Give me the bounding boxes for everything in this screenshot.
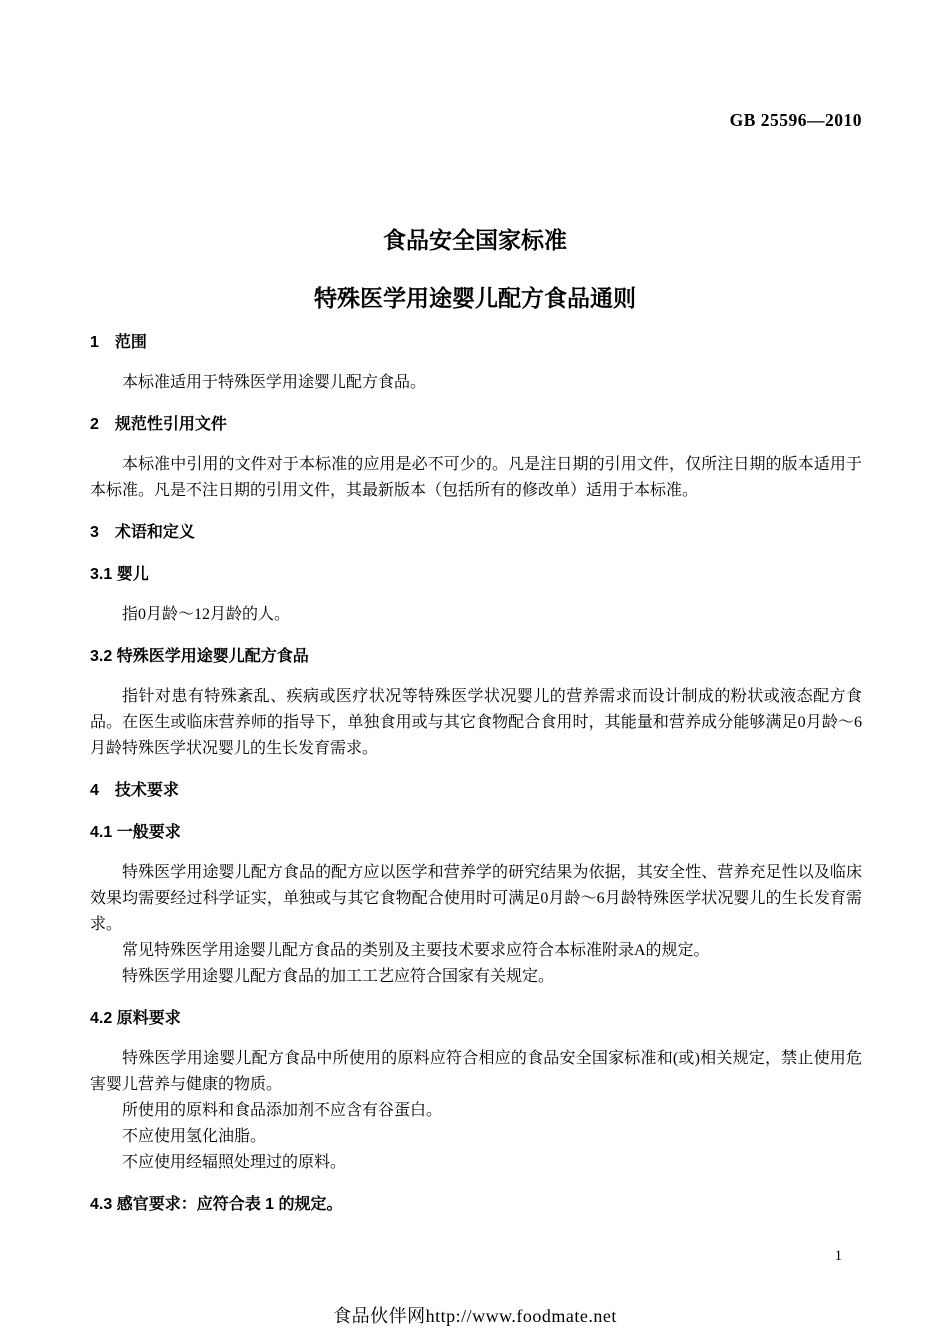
doc-title-line1: 食品安全国家标准 xyxy=(383,227,567,253)
section-3-2-heading: 3.2 特殊医学用途婴儿配方食品 xyxy=(90,648,309,665)
section-4-2-paragraph-2: 所使用的原料和食品添加剂不应含有谷蛋白。 xyxy=(122,1102,443,1119)
section-4-heading: 4 技术要求 xyxy=(90,782,179,799)
section-4-1-heading: 4.1 一般要求 xyxy=(90,824,181,841)
footer-watermark: 食品伙伴网http://www.foodmate.net xyxy=(333,1306,617,1326)
section-4-1-paragraph-1: 特殊医学用途婴儿配方食品的配方应以医学和营养学的研究结果为依据，其安全性、营养充足性以及临床效果均需要经过科学证实，单独或与其它食物配合使用时可满足0月龄～6月龄特殊医学状况婴儿的生长发育需求。 xyxy=(90,864,862,933)
section-4-2-paragraph-1: 特殊医学用途婴儿配方食品中所使用的原料应符合相应的食品安全国家标准和(或)相关规定，禁止使用危害婴儿营养与健康的物质。 xyxy=(90,1050,862,1093)
section-3-1-heading: 3.1 婴儿 xyxy=(90,566,149,583)
section-1-heading: 1 范围 xyxy=(90,334,147,351)
standard-number: GB 25596—2010 xyxy=(729,110,862,130)
section-4-2-paragraph-4: 不应使用经辐照处理过的原料。 xyxy=(122,1154,347,1171)
section-3-1-paragraph: 指0月龄～12月龄的人。 xyxy=(122,606,291,623)
section-1-paragraph: 本标准适用于特殊医学用途婴儿配方食品。 xyxy=(122,374,427,391)
section-2-heading: 2 规范性引用文件 xyxy=(90,416,227,433)
section-4-2-heading: 4.2 原料要求 xyxy=(90,1010,181,1027)
section-4-1-paragraph-2: 常见特殊医学用途婴儿配方食品的类别及主要技术要求应符合本标准附录A的规定。 xyxy=(122,942,710,959)
page-number: 1 xyxy=(834,1248,842,1264)
section-4-3-heading: 4.3 感官要求：应符合表 1 的规定。 xyxy=(90,1196,343,1213)
document-body xyxy=(90,330,862,1232)
section-4-1-paragraph-3: 特殊医学用途婴儿配方食品的加工工艺应符合国家有关规定。 xyxy=(122,968,555,985)
section-3-2-paragraph: 指针对患有特殊紊乱、疾病或医疗状况等特殊医学状况婴儿的营养需求而设计制成的粉状或液态配方食品。在医生或临床营养师的指导下，单独食用或与其它食物配合食用时，其能量和营养成分能够满足0月龄～6月龄特殊医学状况婴儿的生长发育需求。 xyxy=(90,688,862,757)
section-4-2-paragraph-3: 不应使用氢化油脂。 xyxy=(122,1128,267,1145)
section-3-heading: 3 术语和定义 xyxy=(90,524,195,541)
section-2-paragraph: 本标准中引用的文件对于本标准的应用是必不可少的。凡是注日期的引用文件，仅所注日期的版本适用于本标准。凡是不注日期的引用文件，其最新版本（包括所有的修改单）适用于本标准。 xyxy=(90,456,862,499)
doc-title-line2: 特殊医学用途婴儿配方食品通则 xyxy=(314,285,636,311)
doc-title-block xyxy=(0,222,950,313)
